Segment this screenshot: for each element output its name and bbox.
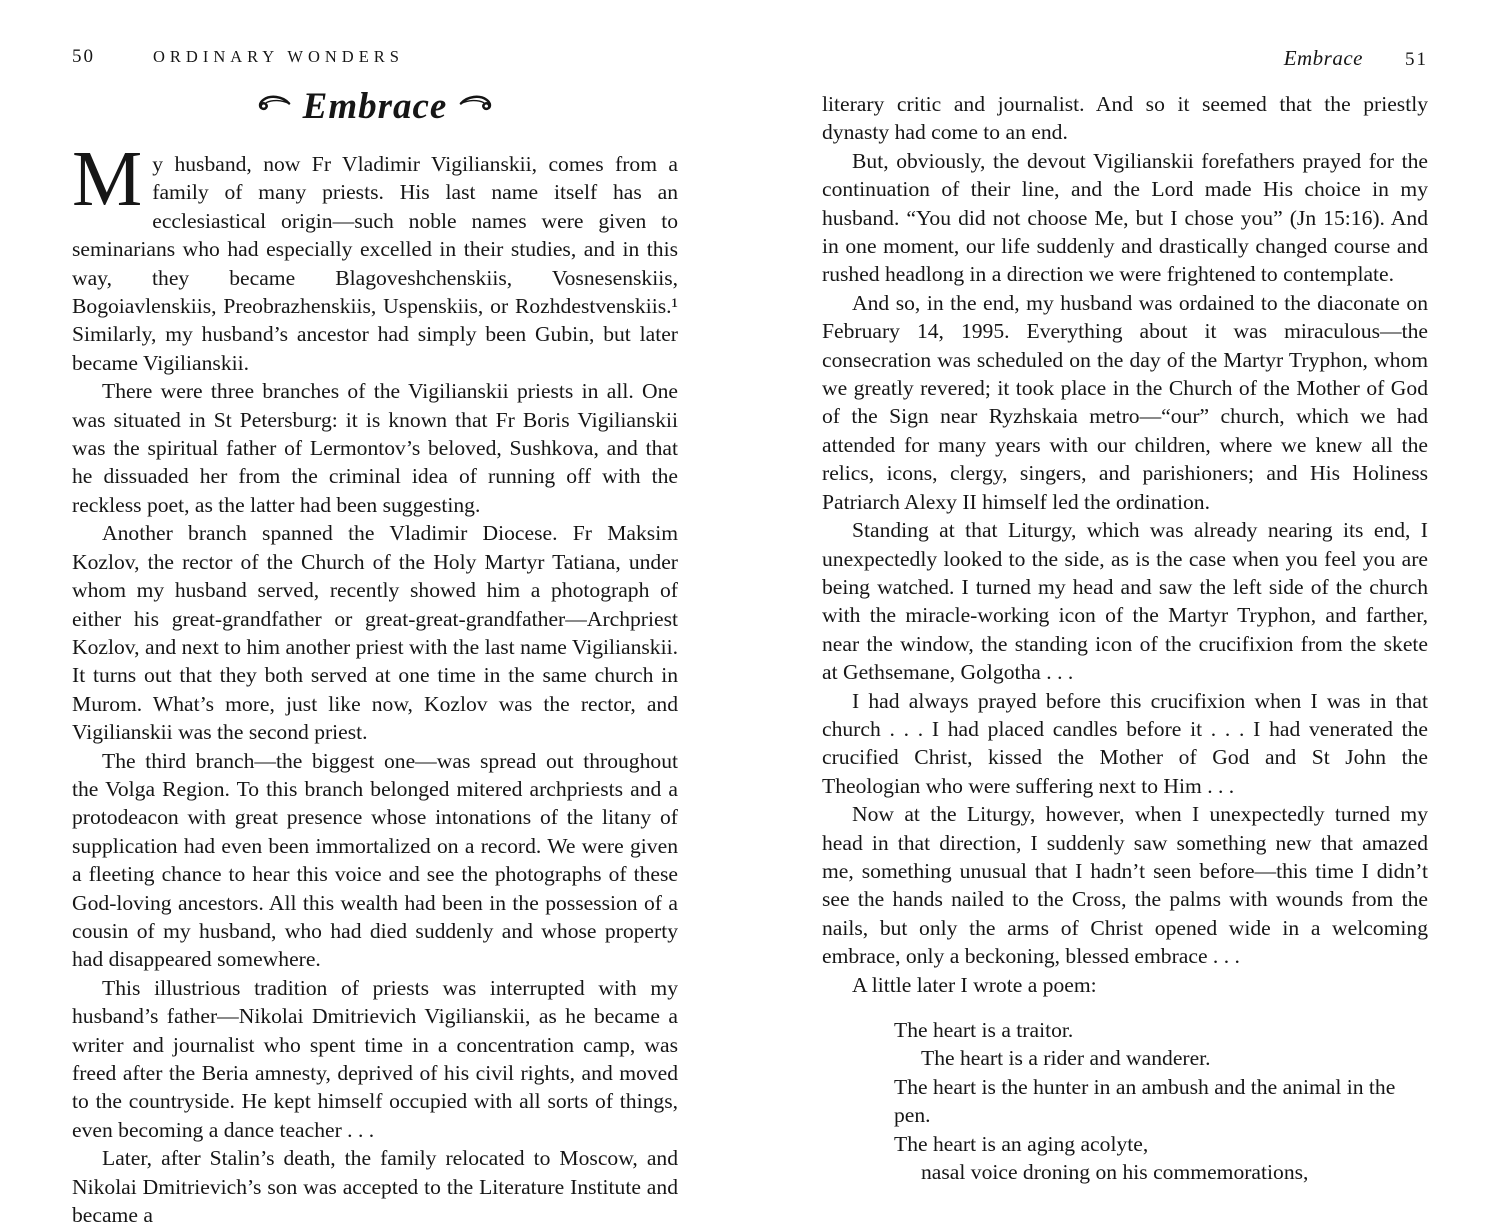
paragraph: I had always prayed before this crucifixion when I was in that church . . . I had placed candles before it . . . I had venerated the crucified Christ, kissed the Mother of God and St John the Theologian who were suffering next to Him . . . — [822, 688, 1428, 798]
poem — [894, 1016, 1428, 1186]
chapter-title: Embrace — [302, 85, 448, 127]
paragraph: Later, after Stalin’s death, the family relocated to Moscow, and Nikolai Dmitrievich’s son was accepted to the Literature Institute and became a — [72, 1146, 678, 1228]
paragraph: This illustrious tradition of priests was interrupted with my husband’s father—Nikolai Dmitrievich Vigilianskii, as he became a writer and journalist who spent time in a concentration camp, was freed after the Beria amnesty, deprived of his civil rights, and moved to the countryside. He kept himself occupied with all sorts of things, even becoming a dance teacher . . . — [72, 975, 678, 1142]
paragraph: Now at the Liturgy, however, when I unexpectedly turned my head in that direction, I suddenly saw something new that amazed me, something unusual that I hadn’t seen before—this time I didn’t see the hands nailed to the Cross, the palms with wounds from the nails, but only the arms of Christ opened wide in a welcoming embrace, only a beckoning, blessed embrace . . . — [822, 802, 1428, 969]
left-page-number: 50 — [72, 46, 95, 67]
poem-line: The heart is an aging acolyte, — [894, 1131, 1149, 1156]
paragraph: Another branch spanned the Vladimir Diocese. Fr Maksim Kozlov, the rector of the Church of the Holy Martyr Tatiana, under whom my husband served, recently showed him a photograph of either his great-grandfather or great-great-grandfather—Archpriest Kozlov, and next to him another priest with the last name Vigilianskii. It turns out that they both served at one time in the same church in Murom. What’s more, just like now, Kozlov was the rector, and Vigilianskii was the second priest. — [72, 521, 678, 745]
left-page — [72, 46, 678, 1229]
left-page-body — [72, 136, 678, 1229]
right-page-header — [822, 46, 1428, 70]
paragraph — [72, 136, 678, 377]
drop-cap: M — [72, 136, 143, 223]
paragraph: There were three branches of the Vigilianskii priests in all. One was situated in St Petersburg: it is known that Fr Boris Vigilianskii was the spiritual father of Lermontov’s beloved, Sushkova, and that he dissuaded her from the criminal idea of running off with the reckless poet, as the latter had been suggesting. — [72, 379, 678, 517]
paragraph: But, obviously, the devout Vigilianskii forefathers prayed for the continuation of their line, and the Lord made His choice in my husband. “You did not choose Me, but I chose you” (Jn 15:16). And in one moment, our life suddenly and drastically changed course and rushed headlong in a direction we were frightened to contemplate. — [822, 148, 1428, 287]
fleuron-left-icon — [255, 94, 291, 118]
right-page-number: 51 — [1405, 49, 1428, 70]
poem-line: The heart is the hunter in an ambush and the animal in the pen. — [894, 1074, 1396, 1128]
right-page-body — [822, 90, 1428, 1186]
paragraph: literary critic and journalist. And so it seemed that the priestly dynasty had come to an end. — [822, 92, 1428, 145]
paragraph: The third branch—the biggest one—was spread out throughout the Volga Region. To this branch belonged mitered archpriests and a protodeacon with great presence whose intonations of the litany of supplication had even been immortalized on a record. We were given a fleeting chance to hear this voice and see the photographs of these God-loving ancestors. All this wealth had been in the possession of a cousin of my husband, who had died suddenly and whose property had disappeared somewhere. — [72, 748, 678, 972]
right-running-head: Embrace — [1283, 46, 1363, 70]
left-running-head: ORDINARY WONDERS — [153, 47, 404, 66]
fleuron-right-icon — [459, 94, 495, 118]
poem-line: The heart is a rider and wanderer. — [921, 1046, 1211, 1071]
poem-line: The heart is a traitor. — [894, 1018, 1074, 1042]
paragraph: Standing at that Liturgy, which was already nearing its end, I unexpectedly looked to the side, as is the case when you feel you are being watched. I turned my head and saw the left side of the church with the miracle-working icon of the Martyr Tryphon, and farther, near the window, the standing icon of the crucifixion from the skete at Gethsemane, Golgotha . . . — [822, 518, 1428, 685]
paragraph: And so, in the end, my husband was ordained to the diaconate on February 14, 1995. Everything about it was miraculous—the consecration was scheduled on the day of the Martyr Tryphon, whom we greatly revered; it took place in the Church of the Mother of God of the Sign near Ryzhskaia metro—“our” church, which we had attended for many years with our children, where we knew all the relics, icons, clergy, singers, and parishioners; and His Holiness Patriarch Alexy II himself led the ordination. — [822, 290, 1428, 514]
poem-line: nasal voice droning on his commemorations, — [921, 1160, 1309, 1185]
paragraph-text: y husband, now Fr Vladimir Vigilianskii, comes from a family of many priests. His last name itself has an ecclesiastical origin—such noble names were given to seminarians who had especially excelled in their studies, and in this way, they became Blagoveshchenskiis, Vosnesenskiis, Bogoiavlenskiis, Preobrazhenskiis, Uspenskiis, or Rozhdestvenskiis.¹ Similarly, my husband’s ancestor had simply been Gubin, but later became Vigilianskii. — [72, 152, 678, 375]
poem-intro: A little later I wrote a poem: — [852, 972, 1097, 997]
chapter-title-row — [72, 84, 678, 128]
right-page — [822, 46, 1428, 1186]
left-page-header — [72, 46, 678, 70]
